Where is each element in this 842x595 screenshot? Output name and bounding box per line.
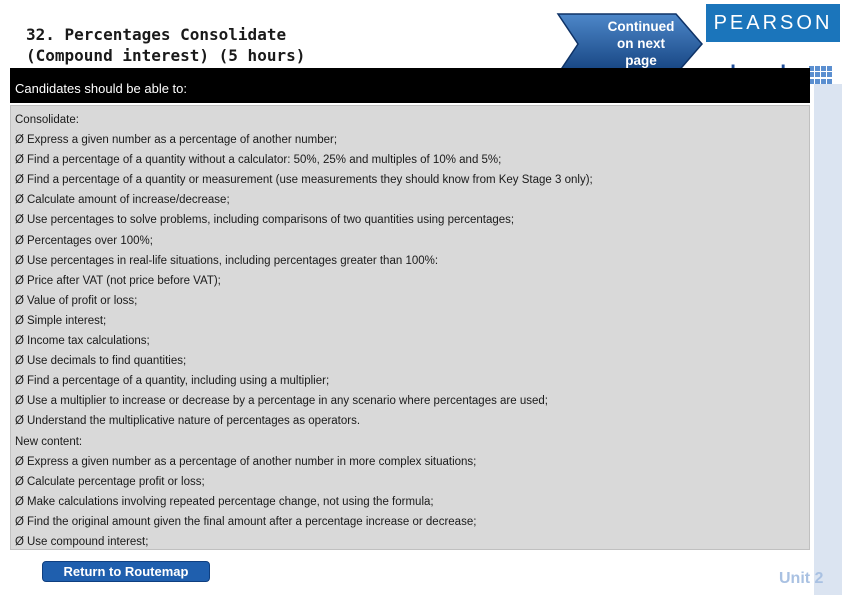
- list-item-text: Express a given number as a percentage of another number in more complex situations;: [27, 455, 477, 468]
- list-item: [15, 271, 809, 291]
- arrow-bullet-icon: Ø: [15, 395, 24, 408]
- list-item: [15, 532, 809, 552]
- list-item-text: Use percentages in real-life situations, including percentages greater than 100%:: [27, 254, 439, 267]
- list-item-text: Income tax calculations;: [27, 335, 150, 348]
- list-item: [15, 311, 809, 331]
- arrow-bullet-icon: Ø: [15, 475, 24, 488]
- list-item-text: Find a percentage of a quantity without a calculator: 50%, 25% and multiples of 10% and 5%;: [27, 154, 502, 167]
- list-item: [15, 170, 809, 190]
- list-item: [15, 190, 809, 210]
- list-item-text: Find a percentage of a quantity or measurement (use measurements they should know from Key Stage 3 only);: [27, 174, 593, 187]
- list-item-text: Find the original amount given the final amount after a percentage increase or decrease;: [27, 515, 477, 528]
- side-decoration: [814, 84, 842, 595]
- list-item-text: Calculate amount of increase/decrease;: [27, 194, 230, 207]
- arrow-bullet-icon: Ø: [15, 274, 24, 287]
- list-item-text: Simple interest;: [27, 314, 107, 327]
- continued-arrow-button[interactable]: [556, 12, 706, 76]
- list-item: [15, 231, 809, 251]
- header-text: Candidates should be able to:: [15, 81, 188, 96]
- title-line-2: (Compound interest) (5 hours): [26, 46, 306, 65]
- title-line-1: 32. Percentages Consolidate: [26, 25, 287, 44]
- list-item-text: Percentages over 100%;: [27, 234, 153, 247]
- list-item-text: Make calculations involving repeated percentage change, not using the formula;: [27, 495, 434, 508]
- page-title: [26, 24, 386, 66]
- edexcel-grid-icon: [809, 66, 833, 84]
- list-item-text: Use percentages to solve problems, including comparisons of two quantities using percentages;: [27, 214, 515, 227]
- arrow-bullet-icon: Ø: [15, 194, 24, 207]
- list-item: [15, 411, 809, 431]
- list-item: [15, 210, 809, 230]
- list-item: [15, 251, 809, 271]
- unit-label: Unit 2: [779, 570, 824, 587]
- list-item: [15, 331, 809, 351]
- arrow-bullet-icon: Ø: [15, 134, 24, 147]
- arrow-bullet-icon: Ø: [15, 535, 24, 548]
- list-item: [15, 452, 809, 472]
- arrow-bullet-icon: Ø: [15, 154, 24, 167]
- continued-line-1: Continued: [607, 19, 675, 34]
- list-item: [15, 291, 809, 311]
- arrow-bullet-icon: Ø: [15, 495, 24, 508]
- list-item-text: Calculate percentage profit or loss;: [27, 475, 205, 488]
- consolidate-list: [15, 130, 809, 431]
- arrow-bullet-icon: Ø: [15, 415, 24, 428]
- list-item-text: Value of profit or loss;: [27, 294, 138, 307]
- consolidate-heading: Consolidate:: [15, 114, 79, 126]
- arrow-bullet-icon: Ø: [15, 375, 24, 388]
- list-item-text: Find a percentage of a quantity, including using a multiplier;: [27, 375, 330, 388]
- list-item: [15, 391, 809, 411]
- list-item: [15, 472, 809, 492]
- list-item-text: Price after VAT (not price before VAT);: [27, 274, 221, 287]
- list-item-text: Use a multiplier to increase or decrease by a percentage in any scenario where percentages are used;: [27, 395, 548, 408]
- arrow-bullet-icon: Ø: [15, 335, 24, 348]
- arrow-bullet-icon: Ø: [15, 515, 24, 528]
- list-item: [15, 351, 809, 371]
- arrow-bullet-icon: Ø: [15, 174, 24, 187]
- content-panel: [10, 105, 810, 550]
- return-to-routemap-button[interactable]: Return to Routemap: [42, 561, 210, 582]
- header-bar: [10, 68, 810, 103]
- new-content-heading: New content:: [15, 435, 83, 448]
- list-item: [15, 492, 809, 512]
- list-item-text: Use decimals to find quantities;: [27, 355, 187, 368]
- list-item-text: Understand the multiplicative nature of percentages as operators.: [27, 415, 361, 428]
- list-item: [15, 371, 809, 391]
- list-item: [15, 150, 809, 170]
- arrow-bullet-icon: Ø: [15, 455, 24, 468]
- continued-line-3: page: [625, 53, 657, 68]
- list-item: [15, 130, 809, 150]
- arrow-bullet-icon: Ø: [15, 234, 24, 247]
- list-item: [15, 512, 809, 532]
- arrow-bullet-icon: Ø: [15, 294, 24, 307]
- new-content-list: [15, 452, 809, 552]
- arrow-bullet-icon: Ø: [15, 314, 24, 327]
- arrow-bullet-icon: Ø: [15, 254, 24, 267]
- pearson-logo: PEARSON: [706, 4, 840, 42]
- list-item-text: Use compound interest;: [27, 535, 149, 548]
- arrow-bullet-icon: Ø: [15, 214, 24, 227]
- continued-line-2: on next: [616, 36, 665, 51]
- list-item-text: Express a given number as a percentage of another number;: [27, 134, 338, 147]
- arrow-bullet-icon: Ø: [15, 355, 24, 368]
